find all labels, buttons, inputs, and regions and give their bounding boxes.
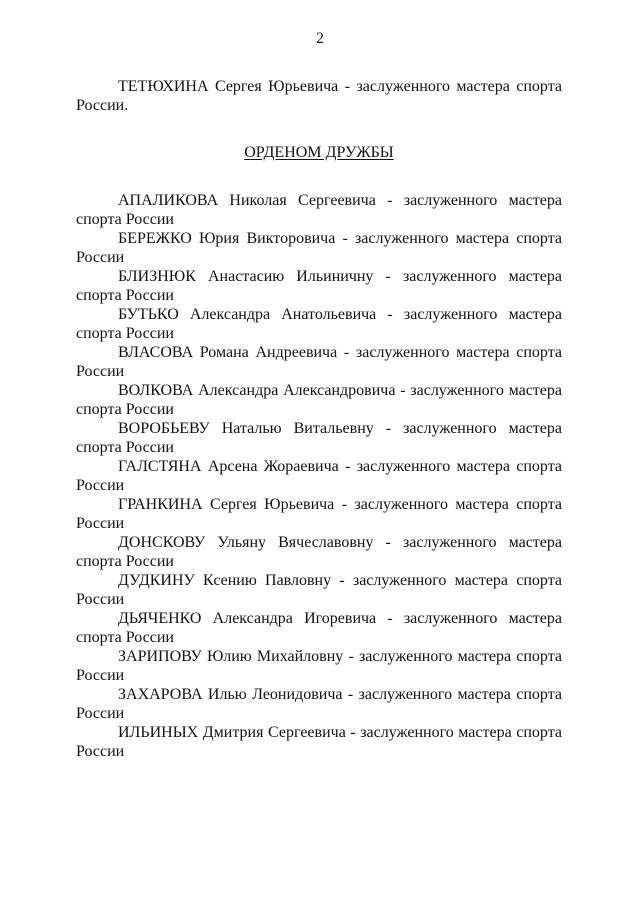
award-entry: ИЛЬИНЫХ Дмитрия Сергеевича - заслуженного мастера спорта России (76, 724, 562, 760)
section-heading: ОРДЕНОМ ДРУЖБЫ (244, 144, 394, 161)
award-entry: ЗАРИПОВУ Юлию Михайловну - заслуженного мастера спорта России (76, 648, 562, 684)
award-entry: ДЬЯЧЕНКО Александра Игоревича - заслуженного мастера спорта России (76, 610, 562, 646)
award-list (76, 191, 562, 761)
award-entry: БУТЬКО Александра Анатольевича - заслуженного мастера спорта России (76, 306, 562, 342)
award-entry: ГАЛСТЯНА Арсена Жораевича - заслуженного мастера спорта России (76, 458, 562, 494)
page-number: 2 (316, 30, 324, 47)
award-entry-lead: ТЕТЮХИНА Сергея Юрьевича - заслуженного мастера спорта России. (76, 78, 562, 114)
award-entry: ВОЛКОВА Александра Александровича - заслуженного мастера спорта России (76, 382, 562, 418)
award-entry: ВОРОБЬЕВУ Наталью Витальевну - заслуженного мастера спорта России (76, 420, 562, 456)
award-entry: ДУДКИНУ Ксению Павловну - заслуженного мастера спорта России (76, 572, 562, 608)
award-entry: ГРАНКИНА Сергея Юрьевича - заслуженного мастера спорта России (76, 496, 562, 532)
award-entry: БЕРЕЖКО Юрия Викторовича - заслуженного мастера спорта России (76, 230, 562, 266)
award-entry: АПАЛИКОВА Николая Сергеевича - заслуженного мастера спорта России (76, 192, 562, 228)
award-entry: БЛИЗНЮК Анастасию Ильиничну - заслуженного мастера спорта России (76, 268, 562, 304)
award-entry: ДОНСКОВУ Ульяну Вячеславовну - заслуженного мастера спорта России (76, 534, 562, 570)
award-entry: ВЛАСОВА Романа Андреевича - заслуженного мастера спорта России (76, 344, 562, 380)
document-body (76, 77, 562, 761)
award-entry: ЗАХАРОВА Илью Леонидовича - заслуженного мастера спорта России (76, 686, 562, 722)
